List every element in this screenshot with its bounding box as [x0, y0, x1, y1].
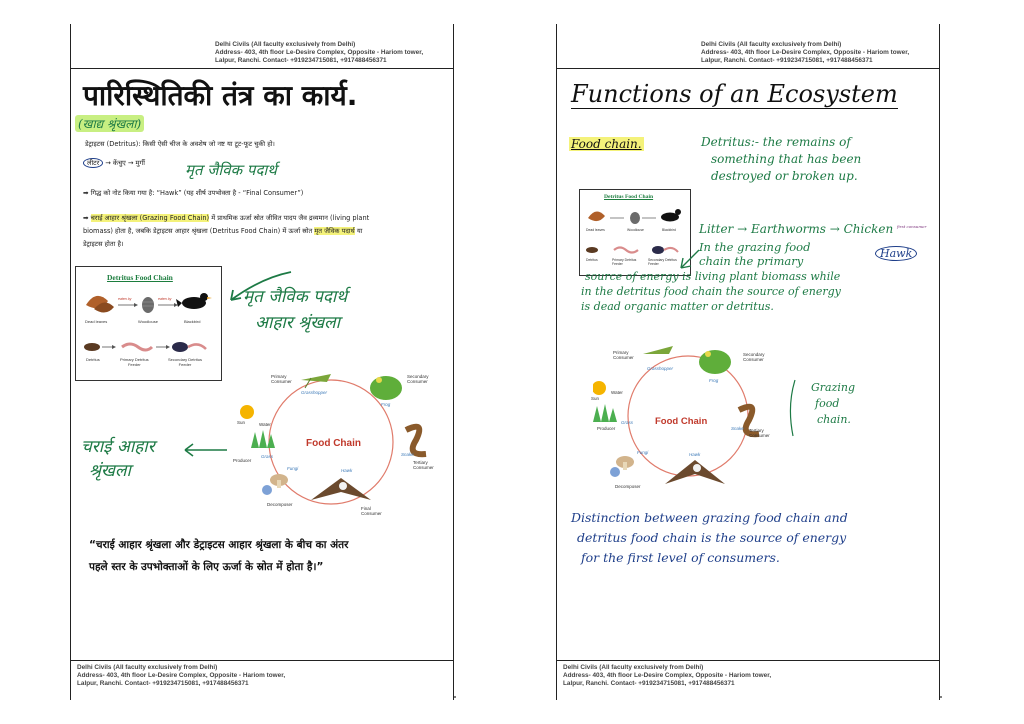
grass-icon — [593, 404, 617, 422]
grasshopper-label: Grasshopper — [301, 390, 328, 395]
fungi-label: Fungi — [637, 450, 649, 455]
side-note-line-1: Grazing — [811, 381, 856, 394]
page-footer — [77, 664, 285, 688]
secondary-consumer-line-2: Consumer — [407, 379, 428, 384]
primary-feeder-label — [120, 357, 149, 367]
grazing-paragraph — [699, 240, 810, 268]
secondary-feeder-line-2: Feeder — [178, 362, 192, 367]
eaten-by-label: eaten by — [118, 297, 132, 301]
subtitle-food-chain: (खाद्य श्रृंखला) — [75, 115, 144, 132]
food-chain-title: Food Chain — [306, 438, 361, 449]
final-consumer-line-2: Consumer — [361, 511, 382, 516]
producer-label: Producer — [233, 458, 252, 463]
grazing-para-text-2: biomass) होता है, जबकि डेट्राइटस आहार श्रृंखला (Detritus Food Chain) में ऊर्जा स्रोत — [83, 227, 315, 235]
distinction-note — [571, 508, 848, 568]
blackbird-label: Blackbird — [184, 319, 201, 324]
dead-leaves-label: Dead leaves — [85, 319, 108, 324]
primary-feeder-line-1: Primary Detritus — [612, 258, 637, 262]
grass-label: Grass — [621, 420, 634, 425]
primary-feeder-line-1: Primary Detritus — [120, 357, 149, 362]
hawk-label: Hawk — [341, 468, 353, 473]
arrow-icon: ➡ — [83, 214, 91, 222]
blackbird-icon — [661, 209, 681, 222]
food-chain-diagram — [593, 324, 783, 494]
decomposer-label: Decomposer — [267, 502, 293, 507]
grasshopper-icon — [643, 346, 673, 354]
page-header — [215, 41, 423, 65]
sun-icon — [240, 405, 254, 419]
page-footer — [563, 664, 771, 688]
secondary-feeder-line-1: Secondary Detritus — [648, 258, 677, 262]
hand-detritus-chain-2: आहार श्रृंखला — [255, 313, 341, 333]
header-line-2: Address- 403, 4th floor Le-Desire Complex, Opposite - Hariom tower, — [701, 49, 910, 56]
water-label: Water — [611, 390, 623, 395]
hand-detritus-chain-1: मृत जैविक पदार्थ — [243, 287, 348, 307]
grazing-para-line-2 — [83, 226, 362, 237]
footer-line-1: Delhi Civils (All faculty exclusively from Delhi) — [77, 664, 218, 671]
grazing-highlight: चराई आहार श्रृंखला (Grazing Food Chain) — [90, 214, 210, 222]
secondary-feeder-line-2: Feeder — [648, 262, 659, 266]
primary-feeder-line-2: Feeder — [127, 362, 141, 367]
grazing-para-text: में प्राथमिक ऊर्जा स्रोत जीवित पादप जैव द्रव्यमान (living plant — [209, 214, 370, 222]
grazing-para-text-3: या — [354, 227, 363, 235]
snake-label: Snake — [731, 426, 744, 431]
food-chain-title: Food Chain — [655, 416, 708, 427]
tertiary-consumer-line-1: Tertiary — [413, 460, 428, 465]
grass-icon — [251, 430, 275, 448]
earthworm-icon — [122, 344, 152, 350]
header-line-1: Delhi Civils (All faculty exclusively from Delhi) — [215, 41, 356, 48]
header-line-2: Address- 403, 4th floor Le-Desire Complex, Opposite - Hariom tower, — [215, 49, 424, 56]
blackbird-label: Blackbird — [662, 228, 676, 232]
snake-label: Snake — [401, 452, 414, 457]
page-right-english — [556, 24, 940, 700]
earthworm-icon — [614, 248, 638, 253]
grazing-line-3: source of energy is living plant biomass while — [585, 270, 841, 283]
eaten-by-label: eaten by — [158, 297, 172, 301]
grazing-line-2: chain the primary — [699, 254, 804, 268]
hand-arrow-icon — [675, 246, 705, 276]
page-header — [701, 41, 909, 65]
hawk-circled: Hawk — [875, 246, 917, 261]
detritus-icon — [586, 247, 598, 253]
detritus-label: Detritus — [86, 357, 100, 362]
frog-icon — [370, 376, 402, 400]
sun-label: Sun — [237, 420, 246, 425]
page-title: पारिस्थितिकी तंत्र का कार्य. — [83, 79, 358, 112]
distinction-line-2: detritus food chain is the source of energy — [577, 530, 847, 545]
tertiary-consumer-line-2: Consumer — [749, 433, 770, 438]
secondary-feeder-icon — [172, 342, 206, 352]
fungi-icon — [262, 474, 288, 495]
final-consumer-label — [361, 506, 382, 516]
footer-line-3: Lalpur, Ranchi. Contact- +919234715081, +917488456371 — [563, 680, 735, 687]
fungi-icon — [610, 456, 634, 477]
grass-label: Grass — [261, 454, 274, 459]
secondary-feeder-label — [168, 357, 202, 367]
snake-icon — [406, 427, 426, 455]
quote-line-2: पहले स्तर के उपभोक्ताओं के लिए ऊर्जा के स्रोत में होता है।” — [89, 561, 324, 573]
fungi-label: Fungi — [287, 466, 299, 471]
distinction-line-3: for the first level of consumers. — [581, 550, 780, 565]
def-line-1: Detritus:- the remains of — [701, 135, 851, 149]
footer-line-1: Delhi Civils (All faculty exclusively from Delhi) — [563, 664, 704, 671]
hand-arrow-icon — [181, 440, 231, 460]
grazing-para-line-1 — [83, 213, 369, 224]
litter-chain-line — [83, 158, 145, 169]
dead-leaves-icon — [86, 296, 114, 313]
hand-bracket-icon — [779, 376, 809, 446]
food-chain-diagram — [231, 360, 434, 525]
scan-mark — [454, 696, 456, 698]
detritus-definition: डेट्राइटस (Detritus): किसी ऐसी चीज के अवशेष जो नष्ट या टूट-फूट चुकी हो। — [85, 140, 275, 148]
secondary-feeder-line-1: Secondary Detritus — [168, 357, 203, 362]
litter-chain-line: Litter → Earthworms → Chicken — [699, 222, 894, 236]
page-left-hindi — [70, 24, 454, 700]
secondary-consumer-label — [743, 352, 765, 362]
primary-feeder-label — [612, 258, 636, 266]
primary-consumer-label — [613, 350, 634, 360]
primary-consumer-line-1: Primary — [271, 374, 287, 379]
hand-dead-matter-note: मृत जैविक पदार्थ — [185, 161, 277, 179]
primary-consumer-label — [271, 374, 292, 384]
primary-feeder-line-2: Feeder — [612, 262, 623, 266]
litter-circled: लीटर — [83, 158, 103, 168]
frog-icon — [699, 350, 731, 374]
hawk-note: ➡ गिद्ध को नोट किया गया है: “Hawk” (यह शीर्ष उपभोक्ता है - “Final Consumer”) — [83, 189, 304, 197]
secondary-consumer-label — [407, 374, 429, 384]
diagram-title: Detritus Food Chain — [604, 194, 654, 200]
def-line-3: destroyed or broken up. — [711, 169, 858, 183]
grazing-paragraph-cont — [581, 269, 841, 314]
grazing-line-4: in the detritus food chain the source of energy — [581, 285, 841, 298]
grazing-line-5: is dead organic matter or detritus. — [581, 300, 774, 313]
footer-line-3: Lalpur, Ranchi. Contact- +919234715081, +917488456371 — [77, 680, 249, 687]
secondary-consumer-line-1: Secondary — [407, 374, 429, 379]
woodlouse-label: Woodlouse — [138, 319, 158, 324]
small-note: first consumer — [897, 224, 927, 229]
footer-divider — [557, 660, 939, 661]
page-title: Functions of an Ecosystem — [571, 80, 898, 108]
blackbird-icon — [176, 293, 212, 309]
side-note-grazing — [811, 380, 855, 428]
hand-grazing-2: श्रृंखला — [89, 461, 131, 481]
footer-divider — [71, 660, 453, 661]
header-divider — [71, 68, 453, 69]
diagram-title: Detritus Food Chain — [107, 273, 173, 282]
footer-line-2: Address- 403, 4th floor Le-Desire Complex, Opposite - Hariom tower, — [77, 672, 286, 679]
sun-icon — [593, 381, 606, 395]
header-line-3: Lalpur, Ranchi. Contact- +919234715081, +917488456371 — [215, 57, 387, 64]
hawk-icon — [311, 478, 371, 500]
dead-matter-highlight: मृत जैविक पदार्थ — [314, 227, 355, 235]
dead-leaves-icon — [588, 211, 605, 221]
water-label: Water — [259, 422, 271, 427]
woodlouse-label: Woodlouse — [627, 228, 644, 232]
hand-grazing-1: चराई आहार — [81, 437, 155, 457]
detritus-definition — [701, 134, 861, 185]
tertiary-consumer-line-2: Consumer — [413, 465, 434, 470]
primary-consumer-line-2: Consumer — [271, 379, 292, 384]
side-note-line-3: chain. — [817, 413, 851, 426]
header-line-1: Delhi Civils (All faculty exclusively from Delhi) — [701, 41, 842, 48]
detritus-label: Detritus — [586, 258, 598, 262]
header-divider — [557, 68, 939, 69]
detritus-icon — [84, 343, 100, 351]
producer-label: Producer — [597, 426, 616, 431]
grazing-line-1: In the grazing food — [699, 240, 811, 254]
header-line-3: Lalpur, Ranchi. Contact- +919234715081, +917488456371 — [701, 57, 873, 64]
frog-label: Frog — [381, 402, 391, 407]
tertiary-consumer-line-1: Tertiary — [749, 428, 764, 433]
footer-line-2: Address- 403, 4th floor Le-Desire Complex, Opposite - Hariom tower, — [563, 672, 772, 679]
sun-label: Sun — [591, 396, 600, 401]
primary-consumer-line-1: Primary — [613, 350, 629, 355]
tertiary-consumer-label — [749, 428, 770, 438]
final-consumer-line-1: Final — [361, 506, 371, 511]
def-line-2: something that has been — [711, 152, 862, 166]
quote-line-1: “चराई आहार श्रृंखला और डेट्राइटस आहार श्रृंखला के बीच का अंतर — [89, 539, 349, 551]
detritus-food-chain-diagram — [75, 266, 222, 381]
tertiary-consumer-label — [413, 460, 434, 470]
primary-consumer-line-2: Consumer — [613, 355, 634, 360]
dead-leaves-label: Dead leaves — [586, 228, 605, 232]
secondary-consumer-line-1: Secondary — [743, 352, 765, 357]
secondary-feeder-label — [648, 258, 677, 266]
woodlouse-icon — [630, 212, 640, 224]
distinction-line-1: Distinction between grazing food chain and — [571, 510, 848, 525]
food-chain-label: Food chain. — [571, 137, 642, 151]
hawk-icon — [665, 460, 725, 484]
hawk-label: Hawk — [689, 452, 701, 457]
secondary-consumer-line-2: Consumer — [743, 357, 764, 362]
side-note-line-2: food — [815, 397, 840, 410]
quote-block — [89, 534, 348, 578]
frog-label: Frog — [709, 378, 719, 383]
scan-mark — [940, 696, 942, 698]
litter-chain-rest: → केंचुए → मुर्गी — [103, 159, 145, 167]
grazing-para-line-3: डेट्राइटस होता है। — [83, 240, 124, 248]
decomposer-label: Decomposer — [615, 484, 641, 489]
woodlouse-icon — [142, 297, 154, 313]
grasshopper-label: Grasshopper — [647, 366, 674, 371]
